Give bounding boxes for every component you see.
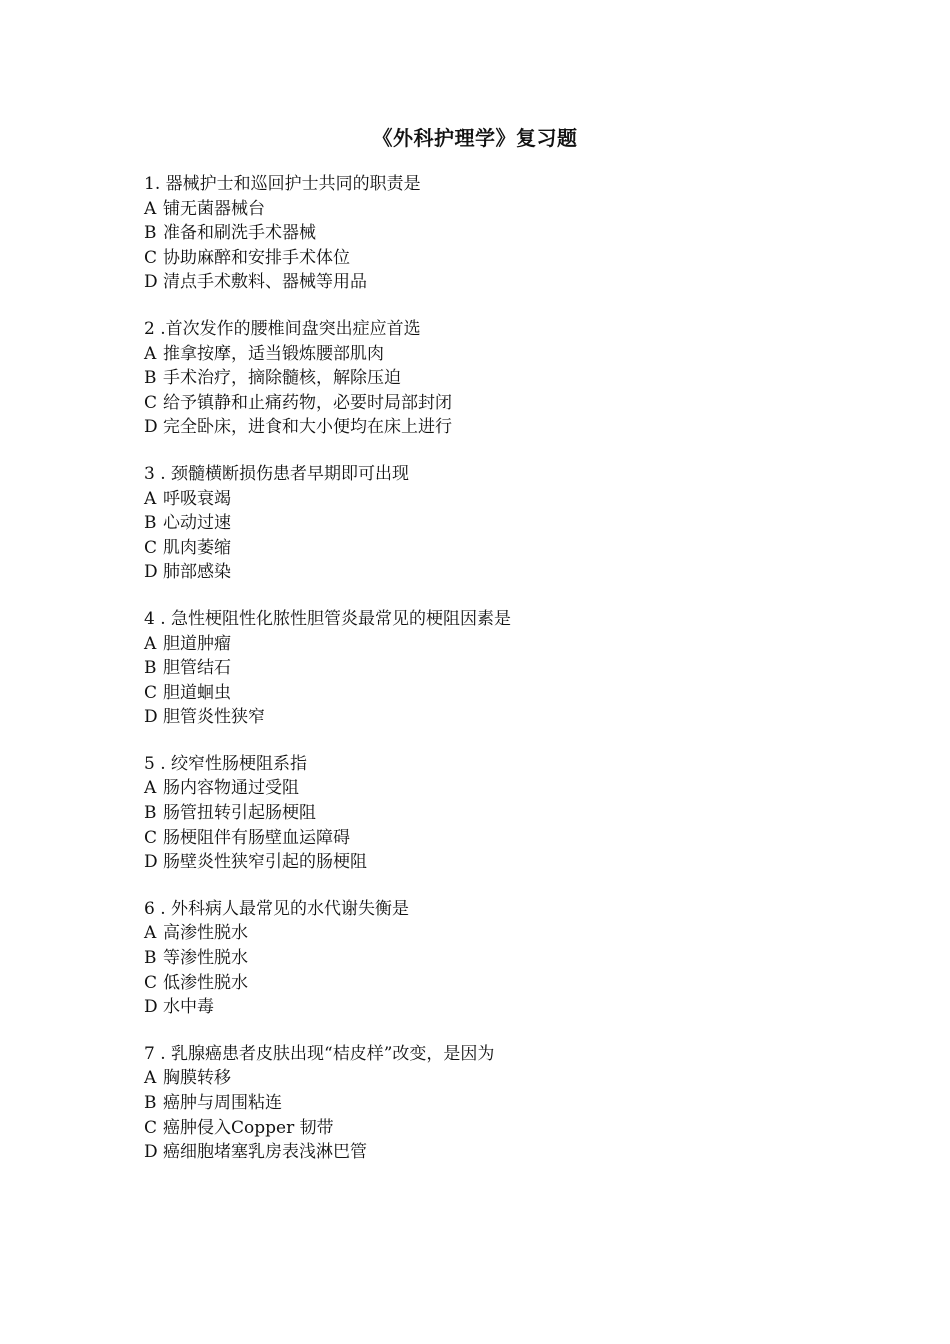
question-6 [144, 897, 844, 1020]
option-d [144, 560, 844, 585]
option-text: 肠梗阻伴有肠壁血运障碍 [163, 827, 350, 848]
option-text: 胆道肿瘤 [163, 633, 231, 654]
option-text: 呼吸衰竭 [163, 488, 231, 509]
option-d [144, 270, 844, 295]
option-key: D [144, 1142, 158, 1163]
option-key: A [144, 923, 157, 944]
option-key: C [144, 827, 158, 848]
option-text: 肠壁炎性狭窄引起的肠梗阻 [163, 852, 367, 873]
option-key: D [144, 562, 158, 583]
option-text: 胆道蛔虫 [163, 682, 231, 703]
option-a [144, 776, 844, 801]
question-text: 7 . 乳腺癌患者皮肤出现“桔皮样”改变，是因为 [144, 1043, 495, 1064]
question-text: 6 . 外科病人最常见的水代谢失衡是 [144, 898, 410, 919]
option-d [144, 415, 844, 440]
option-c [144, 971, 844, 996]
option-c [144, 391, 844, 416]
option-text: 推拿按摩，适当锻炼腰部肌肉 [163, 343, 384, 364]
option-c [144, 246, 844, 271]
option-text: 心动过速 [163, 513, 231, 534]
question-7 [144, 1042, 844, 1165]
option-text: 癌肿侵入Copper 韧带 [163, 1117, 334, 1138]
option-d [144, 705, 844, 730]
question-text: 1. 器械护士和巡回护士共同的职责是 [144, 174, 421, 194]
question-2 [144, 317, 844, 440]
option-key: D [144, 272, 158, 293]
document-title: 《外科护理学》复习题 [372, 126, 578, 150]
option-c [144, 826, 844, 851]
option-key: A [144, 198, 157, 219]
option-key: D [144, 997, 158, 1018]
option-key: C [144, 972, 158, 993]
option-key: B [144, 658, 157, 679]
option-b [144, 946, 844, 971]
option-text: 肠管扭转引起肠梗阻 [163, 803, 316, 824]
option-c [144, 536, 844, 561]
option-b [144, 511, 844, 536]
question-1 [144, 172, 844, 295]
option-text: 协助麻醉和安排手术体位 [163, 247, 350, 268]
option-key: C [144, 682, 158, 703]
option-d [144, 1140, 844, 1165]
option-text: 胆管结石 [163, 658, 231, 679]
option-key: C [144, 537, 158, 558]
option-key: C [144, 1117, 158, 1138]
option-key: A [144, 343, 157, 364]
option-text: 水中毒 [163, 997, 214, 1018]
option-text: 给予镇静和止痛药物，必要时局部封闭 [163, 392, 452, 413]
option-key: A [144, 488, 157, 509]
option-b [144, 656, 844, 681]
option-text: 癌肿与周围粘连 [163, 1093, 282, 1113]
option-text: 完全卧床，进食和大小便均在床上进行 [163, 417, 452, 438]
option-text: 铺无菌器械台 [163, 198, 265, 219]
option-a [144, 1066, 844, 1091]
option-c [144, 1116, 844, 1141]
option-text: 肌肉萎缩 [163, 537, 231, 558]
option-key: A [144, 1068, 157, 1089]
option-b [144, 1091, 844, 1116]
option-text: 手术治疗，摘除髓核，解除压迫 [163, 368, 401, 389]
option-c [144, 681, 844, 706]
option-key: C [144, 247, 158, 268]
option-b [144, 366, 844, 391]
question-text: 2 .首次发作的腰椎间盘突出症应首选 [144, 318, 421, 339]
option-b [144, 221, 844, 246]
option-key: B [144, 803, 157, 824]
option-text: 胆管炎性狭窄 [163, 707, 265, 728]
option-key: B [144, 513, 157, 534]
option-text: 胸膜转移 [163, 1068, 231, 1089]
option-text: 准备和刷洗手术器械 [163, 223, 316, 244]
option-text: 高渗性脱水 [163, 923, 248, 944]
option-key: D [144, 417, 158, 438]
option-a [144, 487, 844, 512]
option-key: D [144, 852, 158, 873]
question-3 [144, 462, 844, 585]
option-text: 清点手术敷料、器械等用品 [163, 272, 367, 293]
option-key: B [144, 368, 157, 389]
question-text: 5 . 绞窄性肠梗阻系指 [144, 753, 308, 774]
option-text: 肺部感染 [163, 562, 231, 583]
option-key: D [144, 707, 158, 728]
option-key: B [144, 948, 157, 969]
option-key: C [144, 392, 158, 413]
option-key: B [144, 1093, 157, 1113]
option-key: A [144, 633, 157, 654]
option-key: A [144, 778, 157, 799]
option-text: 肠内容物通过受阻 [163, 778, 299, 799]
option-b [144, 801, 844, 826]
option-a [144, 197, 844, 222]
option-key: B [144, 223, 157, 244]
option-text: 等渗性脱水 [163, 948, 248, 969]
question-text: 4 . 急性梗阻性化脓性胆管炎最常见的梗阻因素是 [144, 608, 512, 629]
question-list [144, 172, 844, 1187]
option-a [144, 921, 844, 946]
question-text: 3 . 颈髓横断损伤患者早期即可出现 [144, 463, 410, 484]
option-text: 癌细胞堵塞乳房表浅淋巴管 [163, 1142, 367, 1163]
option-a [144, 342, 844, 367]
option-a [144, 632, 844, 657]
option-d [144, 995, 844, 1020]
option-d [144, 850, 844, 875]
option-text: 低渗性脱水 [163, 972, 248, 993]
question-4 [144, 607, 844, 730]
question-5 [144, 752, 844, 875]
